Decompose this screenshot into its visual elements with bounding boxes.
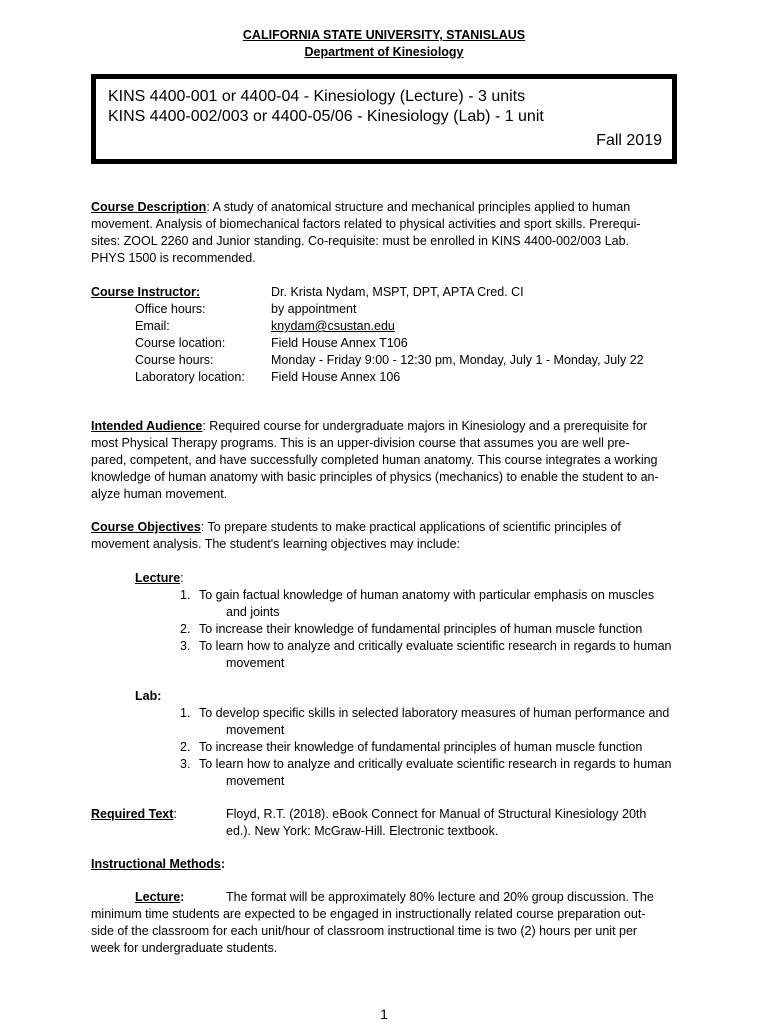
course-objectives-line-2: movement analysis. The student's learning objectives may include:: [91, 537, 461, 551]
course-description-heading: Course Description: [91, 200, 207, 214]
list-text-continued: movement: [226, 773, 285, 788]
required-text-colon: :: [173, 807, 177, 821]
office-hours-label: Office hours:: [135, 302, 206, 316]
course-objectives-text: : To prepare students to make practical applications of scientific principles of: [200, 520, 621, 534]
list-text: To increase their knowledge of fundamental principles of human muscle function: [199, 622, 643, 636]
list-number: 1.: [180, 706, 191, 720]
lab-location-label: Laboratory location:: [135, 370, 245, 384]
course-description-line-3: sites: ZOOL 2260 and Junior standing. Co-requisite: must be enrolled in KINS 4400-002/003 Lab.: [91, 234, 630, 248]
intended-audience-line-2: most Physical Therapy programs. This is an upper-division course that assumes you are well pre-: [91, 436, 630, 450]
course-title-box: [91, 74, 677, 164]
intended-audience-heading: Intended Audience: [91, 419, 203, 433]
intended-audience-line-5: alyze human movement.: [91, 487, 228, 501]
list-number: 2.: [180, 740, 191, 754]
instructional-methods-colon: :: [220, 857, 226, 871]
list-text-continued: and joints: [226, 604, 280, 619]
department-name: Department of Kinesiology: [304, 45, 464, 59]
course-objectives-heading: Course Objectives: [91, 520, 201, 534]
lecture-method-colon: :: [180, 890, 185, 904]
intended-audience-line-3: pared, competent, and have successfully completed human anatomy. This course integrates a working: [91, 453, 658, 467]
course-description-line-2: movement. Analysis of biomechanical factors related to physical activities and sport skills. Prerequi-: [91, 217, 641, 231]
course-description-line-1: [91, 199, 630, 216]
lab-objectives-label: Lab:: [135, 689, 162, 703]
lecture-method-line-1: The format will be approximately 80% lecture and 20% group discussion. The: [226, 890, 654, 904]
list-text-continued: movement: [226, 655, 285, 670]
required-text-heading-line: [91, 806, 177, 823]
instructor-name: Dr. Krista Nydam, MSPT, DPT, APTA Cred. CI: [271, 285, 524, 299]
lecture-label: Lecture: [135, 571, 181, 585]
instructional-methods-heading: Instructional Methods: [91, 857, 221, 871]
required-text-citation-line-1: Floyd, R.T. (2018). eBook Connect for Manual of Structural Kinesiology 20th: [226, 807, 647, 821]
course-description-text: : A study of anatomical structure and mechanical principles applied to human: [206, 200, 631, 214]
course-description-line-4: PHYS 1500 is recommended.: [91, 251, 256, 265]
course-location-value: Field House Annex T106: [271, 336, 408, 350]
intended-audience-line-4: knowledge of human anatomy with basic principles of physics (mechanics) to enable the student to an-: [91, 470, 659, 484]
lecture-method-line-4: week for undergraduate students.: [91, 941, 278, 955]
course-instructor-heading: Course Instructor:: [91, 285, 201, 299]
office-hours-value: by appointment: [271, 302, 357, 316]
university-name: CALIFORNIA STATE UNIVERSITY, STANISLAUS: [242, 28, 526, 42]
required-text-heading: Required Text: [91, 807, 174, 821]
email-link[interactable]: knydam@csustan.edu: [271, 319, 395, 333]
course-location-label: Course location:: [135, 336, 226, 350]
list-text: To gain factual knowledge of human anatomy with particular emphasis on muscles: [199, 588, 655, 602]
list-text: To increase their knowledge of fundamental principles of human muscle function: [199, 740, 643, 754]
list-number: 3.: [180, 639, 191, 653]
term-label: Fall 2019: [596, 132, 662, 149]
required-text-citation-line-2: ed.). New York: McGraw-Hill. Electronic textbook.: [226, 824, 499, 838]
email-label: Email:: [135, 319, 170, 333]
course-title-lecture: KINS 4400-001 or 4400-04 - Kinesiology (Lecture) - 3 units: [108, 88, 526, 105]
lecture-method-line-2: minimum time students are expected to be engaged in instructionally related course preparation out-: [91, 907, 646, 921]
lecture-method-heading: Lecture: [135, 890, 181, 904]
lecture-method-label: [135, 889, 184, 906]
course-hours-value: Monday - Friday 9:00 - 12:30 pm, Monday, July 1 - Monday, July 22: [271, 353, 644, 367]
list-text: To learn how to analyze and critically evaluate scientific research in regards to human: [199, 639, 672, 653]
course-hours-label: Course hours:: [135, 353, 214, 367]
lecture-method-line-3: side of the classroom for each unit/hour of classroom instructional time is two (2) hours per unit per: [91, 924, 638, 938]
list-number: 3.: [180, 757, 191, 771]
course-objectives-line-1: [91, 519, 621, 536]
instructional-methods-heading-line: [91, 856, 225, 873]
intended-audience-line-1: [91, 418, 647, 435]
list-text: To learn how to analyze and critically evaluate scientific research in regards to human: [199, 757, 672, 771]
list-text: To develop specific skills in selected laboratory measures of human performance and: [199, 706, 670, 720]
list-text-continued: movement: [226, 722, 285, 737]
course-title-lab: KINS 4400-002/003 or 4400-05/06 - Kinesiology (Lab) - 1 unit: [108, 108, 544, 125]
lecture-label-colon: :: [180, 571, 184, 585]
list-number: 2.: [180, 622, 191, 636]
intended-audience-text: : Required course for undergraduate majors in Kinesiology and a prerequisite for: [202, 419, 648, 433]
page-number: 1: [380, 1006, 388, 1022]
lecture-objectives-label: [135, 570, 184, 587]
list-number: 1.: [180, 588, 191, 602]
lab-location-value: Field House Annex 106: [271, 370, 401, 384]
